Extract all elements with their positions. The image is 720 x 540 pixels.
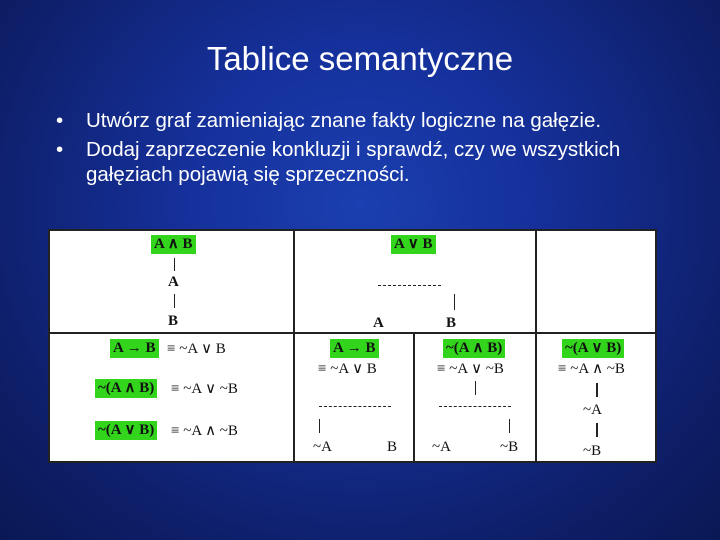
bullet-dot-icon: • (56, 109, 64, 132)
branch-line (174, 258, 175, 271)
branch-split-line (319, 406, 391, 407)
or-formula: A ∨ B (391, 235, 436, 254)
table-divider (413, 332, 415, 461)
impl-rule-equivalence: ≡ ~A ∨ B (318, 361, 377, 377)
nor-result-1: ~A (583, 402, 602, 418)
or-result-left: A (373, 315, 384, 331)
and-formula: A ∧ B (151, 235, 196, 254)
impl-result-left: ~A (313, 439, 332, 455)
branch-split-line (439, 406, 511, 407)
branch-line (596, 423, 598, 437)
nand-result-left: ~A (432, 439, 451, 455)
or-result-right: B (446, 315, 457, 331)
nand-result-right: ~B (500, 439, 519, 455)
bullet-list (56, 108, 706, 191)
branch-line (475, 381, 476, 395)
tableau-rules-table (48, 229, 657, 463)
bullet-dot-icon: • (56, 138, 64, 161)
and-result-2: B (168, 313, 179, 329)
nand-formula-left: ~(A ∧ B) (95, 379, 157, 398)
nand-formula: ~(A ∧ B) (443, 339, 505, 358)
nor-result-2: ~B (583, 443, 602, 459)
nor-formula: ~(A ∨ B) (562, 339, 624, 358)
table-divider (293, 231, 295, 461)
bullet-text: Dodaj zaprzeczenie konkluzji i sprawdź, czy we wszystkich gałęziach pojawią się sprzeczności. (86, 138, 621, 186)
impl-result-right: B (387, 439, 398, 455)
bullet-item-2 (56, 137, 706, 187)
slide-title: Tablice semantyczne (206, 40, 514, 77)
branch-split-line (378, 285, 441, 286)
nor-equivalence: ≡ ~A ∧ ~B (171, 423, 238, 439)
table-divider (535, 231, 537, 461)
bullet-text: Utwórz graf zamieniając znane fakty logiczne na gałęzie. (86, 109, 602, 132)
branch-line (509, 419, 510, 433)
bullet-item-1 (56, 108, 706, 133)
nor-rule-equivalence: ≡ ~A ∧ ~B (558, 361, 625, 377)
branch-line (319, 419, 320, 433)
branch-line (454, 294, 455, 310)
branch-line (596, 383, 598, 397)
impl-formula-left: A → B (110, 339, 159, 358)
nand-rule-equivalence: ≡ ~A ∨ ~B (437, 361, 504, 377)
and-result-1: A (168, 274, 179, 290)
nor-formula-left: ~(A ∨ B) (95, 421, 157, 440)
impl-equivalence: ≡ ~A ∨ B (167, 341, 226, 357)
table-divider (50, 332, 655, 334)
branch-line (174, 294, 175, 308)
impl-formula: A → B (330, 339, 379, 358)
nand-equivalence: ≡ ~A ∨ ~B (171, 381, 238, 397)
